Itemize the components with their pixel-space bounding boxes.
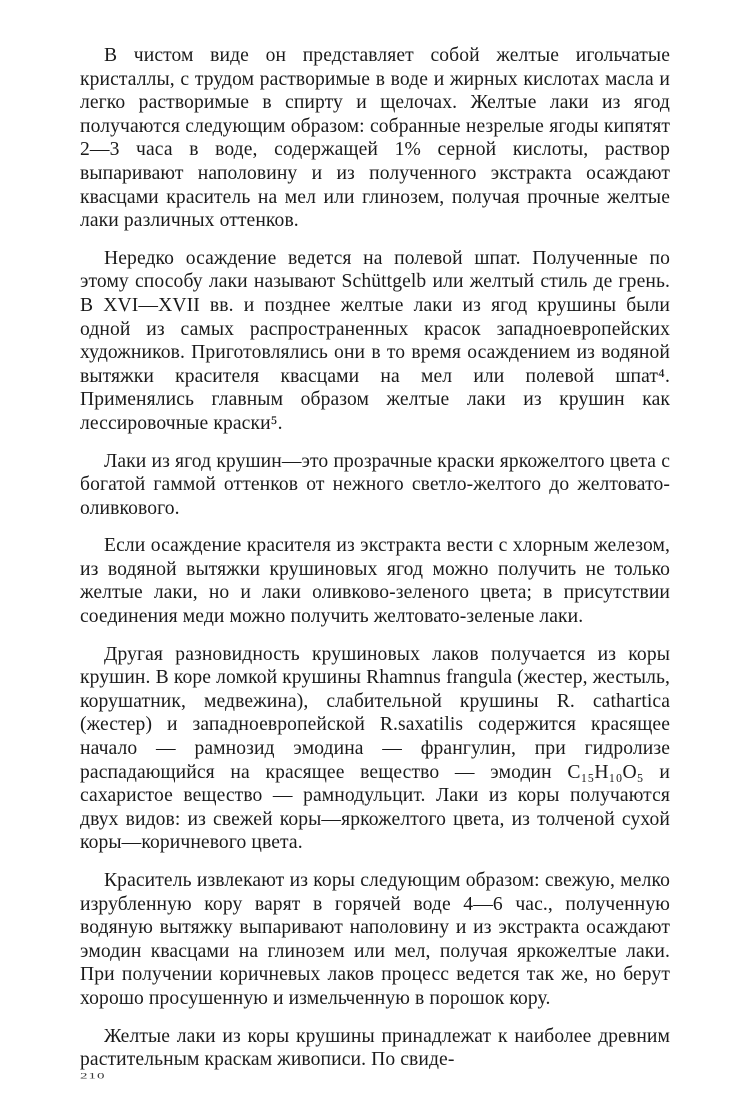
paragraph-6: Краситель извлекают из коры следующим образом: свежую, мелко изрубленную кору варят в горячей воде 4—6 час., полученную водяную вытяжку выпаривают наполовину и из экстракта осаждают эмодин квасцами на глинозем или мел, получая яркожелтые лаки. При получении коричневых лаков процесс ведется так же, но берут хорошо просушенную и измельченную в порошок кору.	[80, 870, 670, 1009]
paragraph-7: Желтые лаки из коры крушины принадлежат к наиболее древним растительным краскам живописи. По свиде-	[80, 1025, 670, 1071]
paragraph-3: Лаки из ягод крушин—это прозрачные краски яркожелтого цвета с богатой гаммой оттенков от нежного светло-желтого до желтовато-оливкового.	[80, 450, 670, 519]
paragraph-1: В чистом виде он представляет собой желтые игольчатые кристаллы, с трудом растворимые в воде и жирных кислотах масла и легко растворимые в спирту и щелочах. Желтые лаки из ягод получаются следующим образом: собранные незрелые ягоды кипятят 2—3 часа в воде, содержащей 1% серной кислоты, раствор выпаривают наполовину и из полученного экстракта осаждают квасцами краситель на мел или глинозем, получая прочные желтые лаки различных оттенков.	[80, 45, 670, 232]
paragraph-2: Нередко осаждение ведется на полевой шпат. Полученные по этому способу лаки называют Schüttgelb или желтый стиль де грень. В XVI—XVII вв. и позднее желтые лаки из ягод крушины были одной из самых распространенных красок западноевропейских художников. Приготовлялись они в то время осаждением из водяной вытяжки красителя квасцами на мел или полевой шпат⁴. Применялись главным образом желтые лаки из крушин как лессировочные краски⁵.	[80, 247, 670, 434]
paragraph-4: Если осаждение красителя из экстракта вести с хлорным железом, из водяной вытяжки крушиновых ягод можно получить не только желтые лаки, но и лаки оливково-зеленого цвета; в присутствии соединения меди можно получить желтовато-зеленые лаки.	[80, 535, 670, 628]
document-page	[80, 44, 670, 1086]
paragraph-5: Другая разновидность крушиновых лаков получается из коры крушин. В коре ломкой крушины Rhamnus frangula (жестер, жестыль, корушатник, медвежина), слабительной крушины R. cathartica (жестер) и западноевропейской R.saxatilis содержится красящее начало — рамнозид эмодина — франгулин, при гидролизе распадающийся на красящее вещество — эмодин C₁₅H₁₀O₅ и сахаристое вещество — рамнодульцит. Лаки из коры получаются двух видов: из свежей коры—яркожелтого цвета, из толченой сухой коры—коричневого цвета.	[80, 643, 670, 854]
page-number: 210	[80, 1072, 106, 1081]
